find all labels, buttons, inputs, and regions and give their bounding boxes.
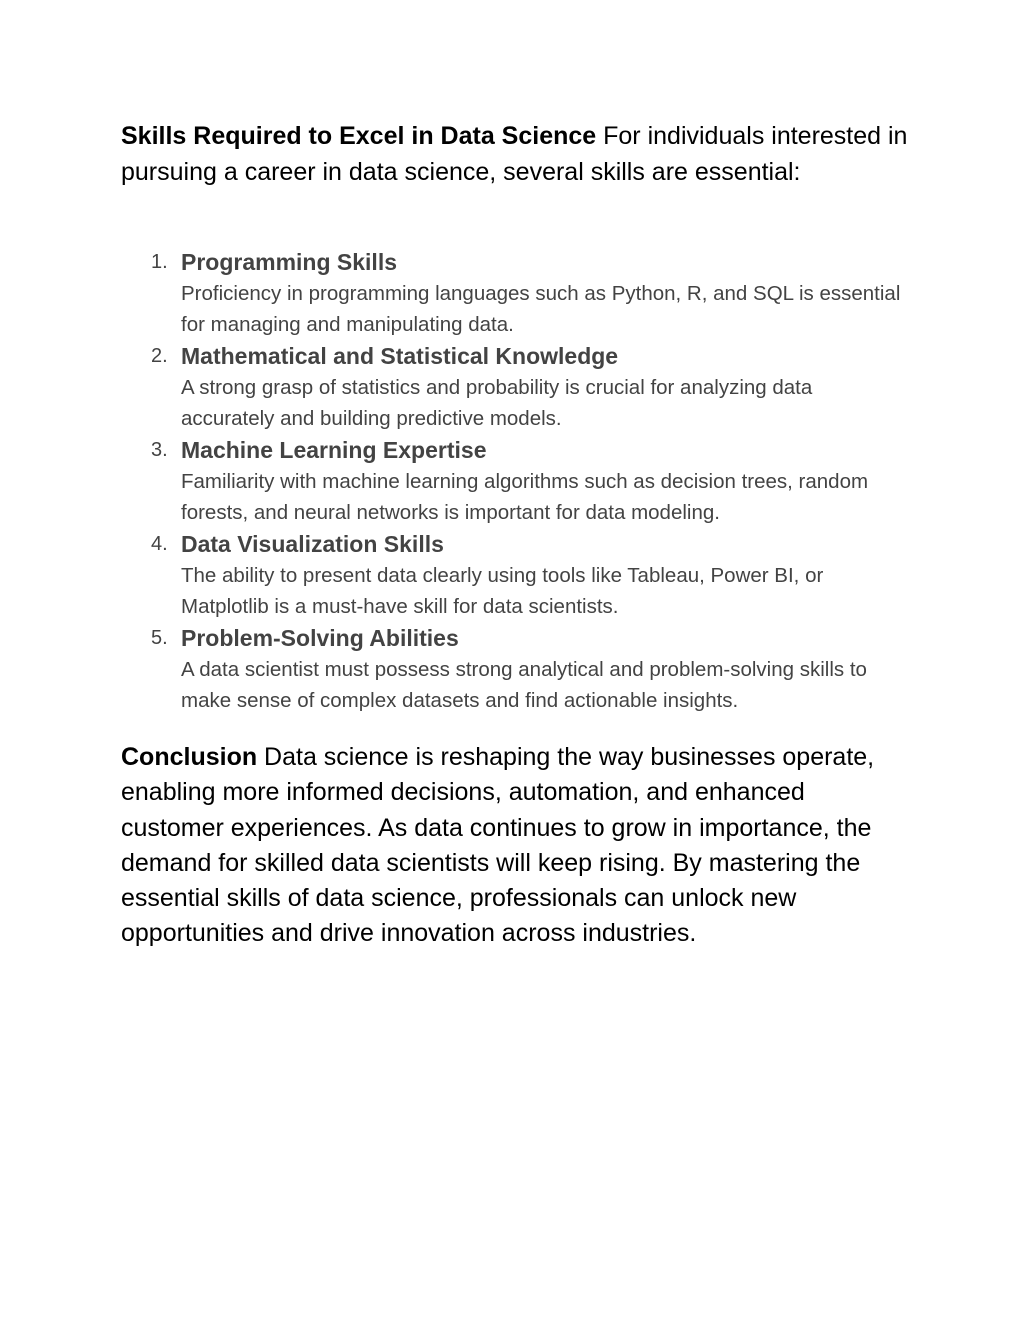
list-item — [121, 246, 921, 340]
list-item — [121, 434, 921, 528]
intro-text: For individuals interested in pursuing a career in data science, several skills are essential: — [121, 122, 908, 186]
skill-title: Data Visualization Skills — [181, 531, 444, 557]
skill-title: Problem-Solving Abilities — [181, 625, 459, 651]
skill-title: Machine Learning Expertise — [181, 437, 487, 463]
skill-description: Familiarity with machine learning algorithms such as decision trees, random forests, and neural networks is important for data modeling. — [181, 470, 869, 524]
list-item — [121, 622, 921, 716]
list-item-number: 1. — [151, 251, 168, 273]
skill-title: Programming Skills — [181, 249, 398, 275]
skill-description: A strong grasp of statistics and probability is crucial for analyzing data accurately and building predictive models. — [181, 376, 813, 430]
intro-paragraph — [121, 119, 911, 190]
list-item-number: 2. — [151, 345, 168, 367]
list-item — [121, 528, 921, 622]
skill-description: Proficiency in programming languages such as Python, R, and SQL is essential for managing and manipulating data. — [181, 282, 901, 336]
conclusion-text: Data science is reshaping the way businesses operate, enabling more informed decisions, automation, and enhanced customer experiences. As data continues to grow in importance, the demand for skilled data scientists will keep rising. By mastering the essential skills of data science, professionals can unlock new opportunities and drive innovation across industries. — [121, 743, 875, 948]
list-item-number: 3. — [151, 439, 168, 461]
skill-description: The ability to present data clearly using tools like Tableau, Power BI, or Matplotlib is a must-have skill for data scientists. — [181, 564, 824, 618]
skills-list — [121, 246, 921, 716]
conclusion-paragraph — [121, 740, 911, 952]
skill-description: A data scientist must possess strong analytical and problem-solving skills to make sense of complex datasets and find actionable insights. — [181, 658, 867, 712]
list-item-number: 5. — [151, 627, 168, 649]
list-item — [121, 340, 921, 434]
skill-title: Mathematical and Statistical Knowledge — [181, 343, 619, 369]
conclusion-heading: Conclusion — [121, 743, 258, 771]
list-item-number: 4. — [151, 533, 168, 555]
intro-heading: Skills Required to Excel in Data Science — [121, 122, 597, 150]
